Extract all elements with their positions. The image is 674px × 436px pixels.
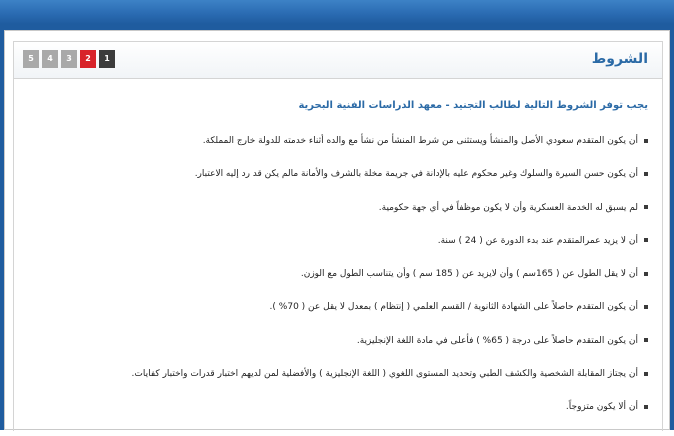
conditions-panel — [4, 30, 670, 430]
bullet-icon — [644, 139, 648, 143]
bullet-icon — [644, 372, 648, 376]
pagination — [23, 50, 115, 68]
condition-text: أن يكون حسن السيرة والسلوك وغير محكوم عليه بالإدانة في جريمة مخلة بالشرف والأمانة مالم يكن قد رد إليه الاعتبار. — [194, 169, 638, 180]
page-button-3[interactable]: 3 — [61, 50, 77, 68]
condition-item — [28, 369, 648, 402]
condition-text: أن يجتاز المقابلة الشخصية والكشف الطبي وتحديد المستوى اللغوي ( اللغة الإنجليزية ) والأفضلية لمن لديهم اختبار قدرات واختبار كفايات. — [131, 369, 638, 380]
condition-text: أن لا يقل الطول عن ( 165سم ) وأن لايزيد عن ( 185 سم ) وأن يتناسب الطول مع الوزن. — [300, 269, 638, 280]
condition-text: أن يكون المتقدم حاصلاً على الشهادة الثانوية / القسم العلمي ( إنتظام ) بمعدل لا يقل عن ( 70% ). — [269, 302, 638, 313]
condition-item — [28, 269, 648, 302]
condition-item — [28, 136, 648, 169]
bullet-icon — [644, 305, 648, 309]
condition-text: أن يكون المتقدم حاصلاً على درجة ( 65% ) فأعلى في مادة اللغة الإنجليزية. — [356, 335, 638, 346]
page-button-2[interactable]: 2 — [80, 50, 96, 68]
bullet-icon — [644, 405, 648, 409]
section-subtitle: يجب توفر الشروط التالية لطالب التجنيد - معهد الدراسات الفنية البحرية — [298, 100, 648, 111]
condition-text: أن يكون المتقدم سعودي الأصل والمنشأ ويستثنى من شرط المنشأ من نشأ مع والده أثناء خدمته للدولة خارج المملكة. — [202, 136, 638, 146]
condition-item — [28, 302, 648, 335]
top-bar — [0, 0, 674, 24]
condition-item — [28, 203, 648, 236]
condition-text: أن ألا يكون متزوجاً. — [565, 402, 638, 413]
bullet-icon — [644, 272, 648, 276]
condition-item — [28, 169, 648, 202]
panel-header — [14, 42, 662, 79]
condition-text: لم يسبق له الخدمة العسكرية وأن لا يكون موظفاً في أي جهة حكومية. — [378, 202, 638, 213]
conditions-list — [28, 136, 648, 436]
page-button-1[interactable]: 1 — [99, 50, 115, 68]
condition-item — [28, 236, 648, 269]
bullet-icon — [644, 205, 648, 209]
conditions-box — [13, 41, 663, 431]
condition-item — [28, 402, 648, 435]
condition-text: أن لا يزيد عمرالمتقدم عند بدء الدورة عن ( 24 ) سنة. — [437, 235, 638, 246]
bullet-icon — [644, 238, 648, 242]
condition-item — [28, 336, 648, 369]
panel-title: الشروط — [591, 51, 648, 67]
bullet-icon — [644, 172, 648, 176]
bullet-icon — [644, 338, 648, 342]
page-button-4[interactable]: 4 — [42, 50, 58, 68]
page-button-5[interactable]: 5 — [23, 50, 39, 68]
